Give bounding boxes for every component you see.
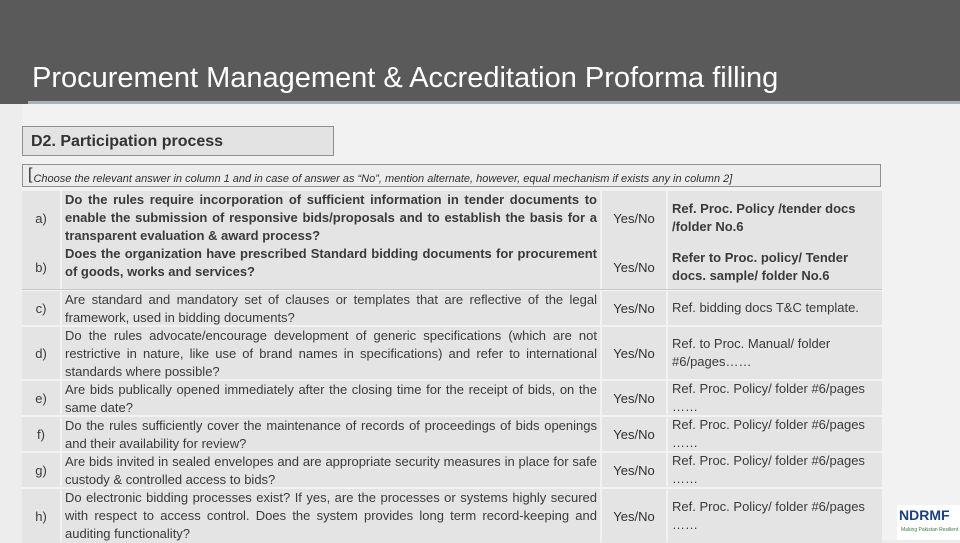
table-row: [22, 291, 882, 325]
table-row: [22, 453, 882, 487]
row-answer: Yes/No: [602, 489, 666, 543]
instruction-bracket: [: [28, 166, 33, 183]
row-question: Are bids invited in sealed envelopes and are appropriate security measures in place for safe custody & controlled access to bids?: [62, 453, 600, 487]
row-reference: Ref. Proc. Policy/ folder #6/pages ……: [668, 381, 882, 415]
ndrmf-logo: [897, 505, 960, 540]
table-row: [22, 191, 882, 245]
row-letter: c): [22, 291, 60, 325]
row-question: Do electronic bidding processes exist? If yes, are the processes or systems highly secured with respect to access control. Does the system provides long term record-keeping and auditing functionality?: [62, 489, 600, 543]
row-letter: h): [22, 489, 60, 543]
row-reference: Ref. Proc. Policy/ folder #6/pages ……: [668, 453, 882, 487]
row-answer: Yes/No: [602, 291, 666, 325]
row-letter: b): [22, 245, 60, 289]
logo-text: NDRMF: [899, 507, 950, 523]
row-letter: d): [22, 327, 60, 379]
table-row: [22, 417, 882, 451]
instruction-box: [22, 164, 881, 187]
row-answer: Yes/No: [602, 381, 666, 415]
table-row: [22, 327, 882, 379]
row-letter: e): [22, 381, 60, 415]
table-row: [22, 381, 882, 415]
page-title: Procurement Management & Accreditation Proforma filling: [32, 62, 779, 94]
row-letter: g): [22, 453, 60, 487]
table-row: [22, 489, 882, 543]
section-heading: D2. Participation process: [22, 126, 334, 156]
row-answer: Yes/No: [602, 417, 666, 451]
row-divider: [22, 289, 882, 290]
row-question: Does the organization have prescribed Standard bidding documents for procurement of goods, works and services?: [62, 245, 600, 289]
row-reference: Ref. Proc. Policy /tender docs /folder No.6: [668, 191, 882, 245]
row-question: Are bids publically opened immediately after the closing time for the receipt of bids, on the same date?: [62, 381, 600, 415]
row-letter: a): [22, 191, 60, 245]
row-question: Do the rules advocate/encourage development of generic specifications (which are not restrictive in nature, like use of brand names in specifications) and refer to international standards where possible?: [62, 327, 600, 379]
row-question: Do the rules require incorporation of sufficient information in tender documents to enable the submission of responsive bids/proposals and to establish the basis for a transparent evaluation & award process?: [62, 191, 600, 245]
row-reference: Ref. Proc. Policy/ folder #6/pages ……: [668, 417, 882, 451]
row-reference: Ref. to Proc. Manual/ folder #6/pages……: [668, 327, 882, 379]
row-question: Do the rules sufficiently cover the maintenance of records of proceedings of bids openings and their availability for review?: [62, 417, 600, 451]
row-answer: Yes/No: [602, 327, 666, 379]
logo-tagline: Making Pakistan Resilient: [901, 527, 959, 533]
table-row: [22, 245, 882, 289]
row-answer: Yes/No: [602, 453, 666, 487]
row-answer: Yes/No: [602, 245, 666, 289]
row-reference: Ref. Proc. Policy/ folder #6/pages ……: [668, 489, 882, 543]
row-letter: f): [22, 417, 60, 451]
instruction-text: Choose the relevant answer in column 1 and in case of answer as “No”, mention alternate, however, equal mechanism if exists any in column 2]: [33, 173, 733, 185]
row-question: Are standard and mandatory set of clauses or templates that are reflective of the legal framework, used in bidding documents?: [62, 291, 600, 325]
row-answer: Yes/No: [602, 191, 666, 245]
row-reference: Refer to Proc. policy/ Tender docs. sample/ folder No.6: [668, 245, 882, 289]
row-reference: Ref. bidding docs T&C template.: [668, 291, 882, 325]
